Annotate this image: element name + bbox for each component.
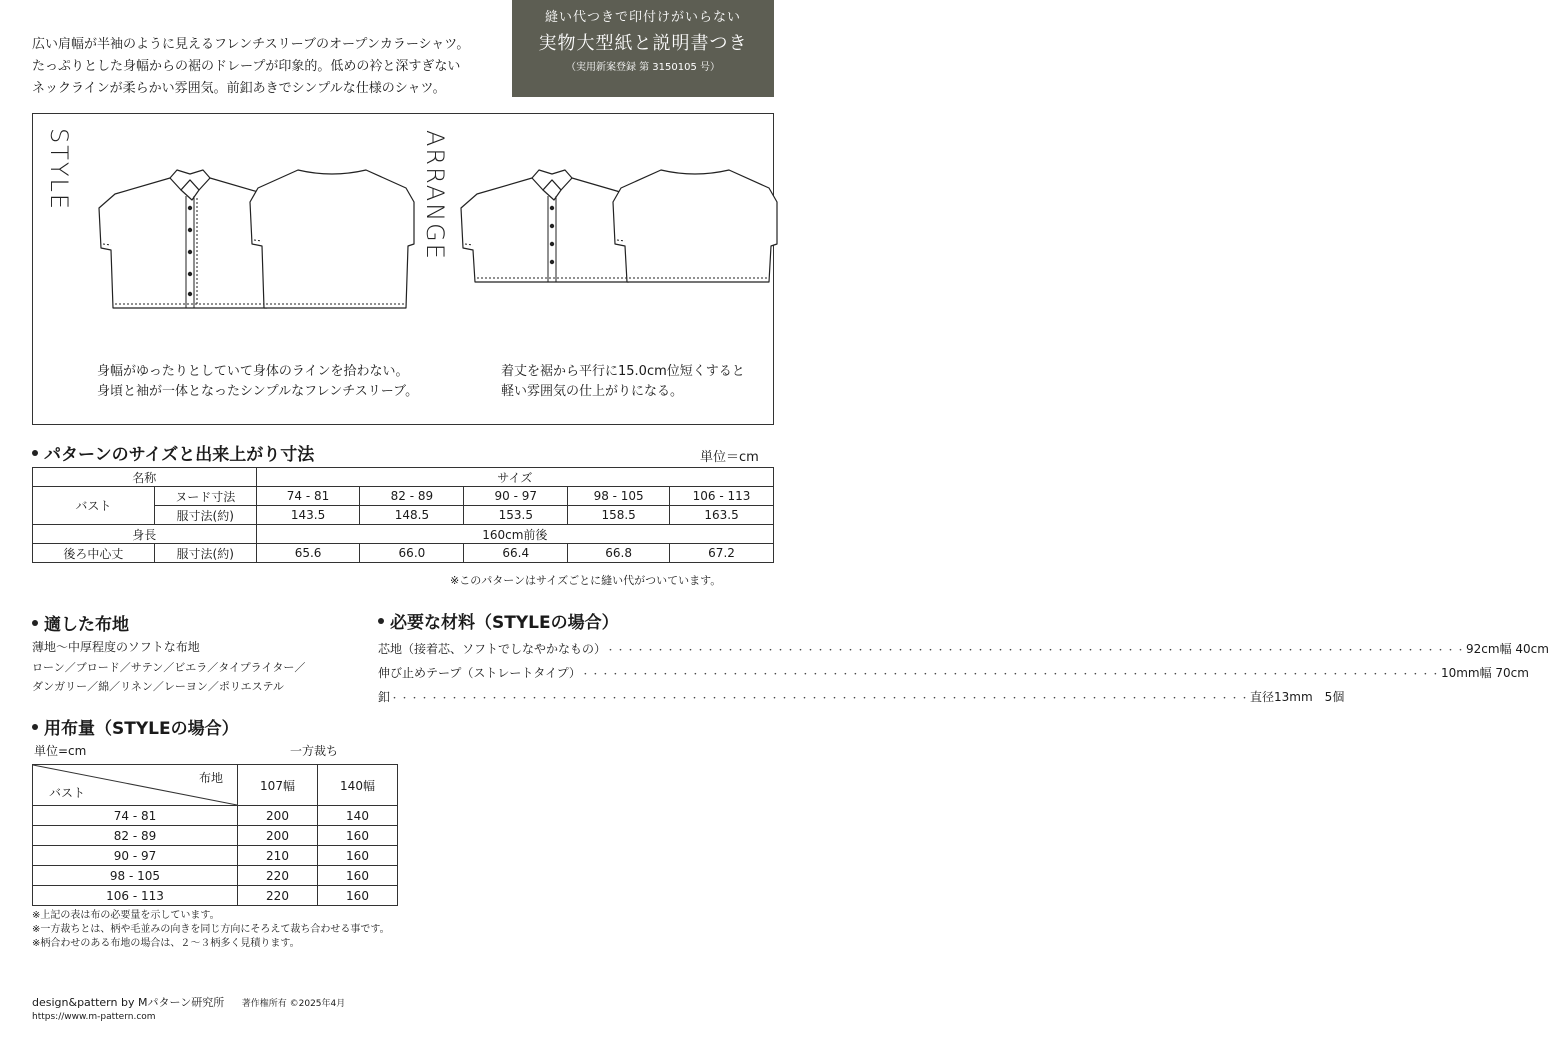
pattern-badge	[512, 0, 774, 97]
fabric-label: 布地	[198, 771, 223, 785]
material-label: 釦	[378, 690, 391, 704]
style-caption-line: 身幅がゆったりとしていて身体のラインを拾わない。	[97, 364, 409, 379]
nude-label: ヌード寸法	[154, 487, 256, 506]
intro-line: ネックラインが柔らかい雰囲気。前釦あきでシンプルな仕様のシャツ。	[32, 81, 446, 96]
yard-size: 90 - 97	[33, 846, 238, 866]
yard-107: 210	[238, 846, 318, 866]
bust-garment-cell: 158.5	[568, 506, 670, 525]
yard-107: 200	[238, 806, 318, 826]
size-cell: 106 - 113	[670, 487, 774, 506]
intro-line: たっぷりとした身幅からの裾のドレープが印象的。低めの衿と深すぎない	[32, 59, 461, 74]
badge-line2: 実物大型紙と説明書つき	[538, 33, 748, 54]
leader-dots: ・・・・・・・・・・・・・・・・・・・・・・・・・・・・・・・・・・・・・・・・・・・・・・・・・・・・・・・・・・・・・・・・・・・・・・・・・・・・・・・・・・・・・・	[580, 670, 1441, 680]
style-arrange-box	[32, 113, 774, 425]
fabric-list-line: ローン／ブロード／サテン／ビエラ／タイプライター／	[32, 661, 306, 674]
bullet-icon	[32, 620, 38, 626]
yardage-notes	[32, 909, 390, 951]
style-caption-line: 身頃と袖が一体となったシンプルなフレンチスリーブ。	[97, 384, 419, 399]
size-cell: 90 - 97	[464, 487, 568, 506]
fabric-list	[32, 658, 305, 696]
style-caption	[97, 362, 418, 402]
badge-line3: （実用新案登録 第 3150105 号）	[565, 62, 721, 73]
bust-garment-cell: 148.5	[360, 506, 464, 525]
material-value: 直径13mm 5個	[1250, 690, 1345, 704]
credit-text: design&pattern by Mパターン研究所	[32, 996, 225, 1009]
yardage-note: ※柄合わせのある布地の場合は、２〜３柄多く見積ります。	[32, 938, 300, 949]
yard-140: 160	[318, 846, 398, 866]
arrange-caption-line: 着丈を裾から平行に15.0cm位短くすると	[501, 364, 745, 379]
bust-label: バスト	[49, 786, 86, 800]
footer-url[interactable]: https://www.m-pattern.com	[32, 1012, 156, 1022]
yardage-note: ※上記の表は布の必要量を示しています。	[32, 910, 220, 921]
table-row	[33, 765, 398, 806]
yard-140: 160	[318, 886, 398, 906]
copyright-text: 著作権所有 ©2025年4月	[241, 999, 346, 1009]
yard-140: 140	[318, 806, 398, 826]
arrange-label: ARRANGE	[421, 130, 449, 261]
bullet-icon	[32, 450, 38, 456]
name-header: 名称	[33, 468, 257, 487]
table-row	[33, 544, 774, 563]
table-row	[33, 826, 398, 846]
materials-section-title: 必要な材料（STYLEの場合）	[378, 608, 619, 633]
material-item	[378, 686, 1345, 710]
height-label: 身長	[33, 525, 257, 544]
bust-label: バスト	[33, 487, 155, 525]
leader-dots: ・・・・・・・・・・・・・・・・・・・・・・・・・・・・・・・・・・・・・・・・・・・・・・・・・・・・・・・・・・・・・・・・・・・・・・・・・・・・・・・・・・・・・・	[390, 694, 1251, 704]
size-table	[32, 467, 774, 563]
badge-line1: 縫い代つきで印付けがいらない	[544, 10, 741, 25]
yardage-table	[32, 764, 398, 906]
garment-label: 服寸法(約)	[154, 506, 256, 525]
intro-text	[32, 34, 502, 100]
yard-size: 74 - 81	[33, 806, 238, 826]
yard-107: 220	[238, 886, 318, 906]
bust-garment-cell: 143.5	[256, 506, 360, 525]
back-length-cell: 65.6	[256, 544, 360, 563]
material-label: 伸び止めテープ（ストレートタイプ）	[378, 666, 581, 680]
size-cell: 74 - 81	[256, 487, 360, 506]
material-value: 92cm幅 40cm	[1466, 642, 1549, 656]
table-row	[33, 487, 774, 506]
yard-size: 82 - 89	[33, 826, 238, 846]
size-header: サイズ	[256, 468, 773, 487]
back-length-cell: 66.0	[360, 544, 464, 563]
table-row	[33, 866, 398, 886]
table-row	[33, 525, 774, 544]
style-back-illustration	[238, 166, 418, 312]
yard-140: 160	[318, 866, 398, 886]
diagonal-header-cell	[33, 765, 238, 806]
fabric-section-title: 適した布地	[32, 610, 129, 635]
table-row	[33, 806, 398, 826]
back-garment-label: 服寸法(約)	[154, 544, 256, 563]
material-value: 10mm幅 70cm	[1440, 666, 1529, 680]
col-107: 107幅	[238, 765, 318, 806]
table-row	[33, 886, 398, 906]
yardage-unit: 単位=cm	[34, 744, 87, 758]
size-section-title: パターンのサイズと出来上がり寸法	[32, 440, 314, 465]
style-label: STYLE	[45, 128, 73, 212]
col-140: 140幅	[318, 765, 398, 806]
back-length-cell: 67.2	[670, 544, 774, 563]
footer-credit	[32, 994, 345, 1010]
arrange-caption	[501, 362, 745, 402]
bullet-icon	[32, 724, 38, 730]
yard-107: 200	[238, 826, 318, 846]
back-length-cell: 66.8	[568, 544, 670, 563]
yard-140: 160	[318, 826, 398, 846]
fabric-subtitle: 薄地〜中厚程度のソフトな布地	[32, 640, 200, 654]
bust-garment-cell: 153.5	[464, 506, 568, 525]
back-length-label: 後ろ中心丈	[33, 544, 155, 563]
size-cell: 82 - 89	[360, 487, 464, 506]
yardage-note: ※一方裁ちとは、柄や毛並みの向きを同じ方向にそろえて裁ち合わせる事です。	[32, 924, 390, 935]
bust-garment-cell: 163.5	[670, 506, 774, 525]
yard-size: 106 - 113	[33, 886, 238, 906]
size-unit: 単位＝cm	[700, 450, 759, 465]
bullet-icon	[378, 618, 384, 624]
yard-size: 98 - 105	[33, 866, 238, 886]
height-value: 160cm前後	[256, 525, 773, 544]
yardage-direction: 一方裁ち	[290, 744, 339, 758]
fabric-list-line: ダンガリー／綿／リネン／レーヨン／ポリエステル	[32, 680, 284, 693]
leader-dots: ・・・・・・・・・・・・・・・・・・・・・・・・・・・・・・・・・・・・・・・・・・・・・・・・・・・・・・・・・・・・・・・・・・・・・・・・・・・・・・・・・・・・・・	[606, 646, 1467, 656]
size-cell: 98 - 105	[568, 487, 670, 506]
yard-107: 220	[238, 866, 318, 886]
intro-line: 広い肩幅が半袖のように見えるフレンチスリーブのオープンカラーシャツ。	[32, 37, 470, 52]
arrange-back-illustration	[601, 166, 781, 286]
material-label: 芯地（接着芯、ソフトでしなやかなもの）	[378, 642, 607, 656]
materials-list	[378, 638, 1549, 710]
yardage-section-title: 用布量（STYLEの場合）	[32, 714, 239, 739]
size-note: ※このパターンはサイズごとに縫い代がついています。	[450, 574, 722, 587]
material-item	[378, 638, 1549, 662]
table-row	[33, 846, 398, 866]
arrange-caption-line: 軽い雰囲気の仕上がりになる。	[501, 384, 684, 399]
material-item	[378, 662, 1529, 686]
table-row	[33, 468, 774, 487]
back-length-cell: 66.4	[464, 544, 568, 563]
